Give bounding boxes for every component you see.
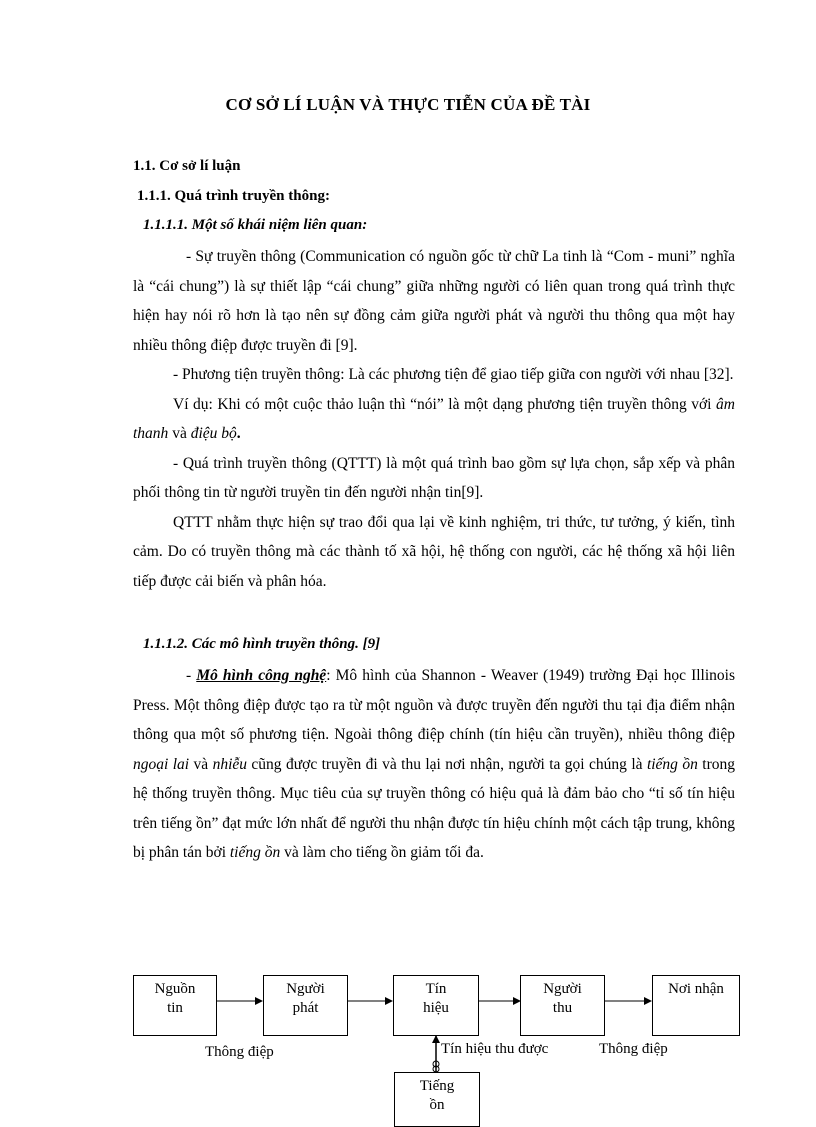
label-message-left: Thông điệp (205, 1044, 274, 1060)
box-sender-line1: Người (286, 981, 325, 997)
heading-1-1-1: 1.1.1. Quá trình truyền thông: (137, 188, 330, 204)
heading-1-1: 1.1. Cơ sở lí luận (133, 158, 241, 174)
paragraph-tech-model (133, 661, 735, 868)
term-noise-2: tiếng ồn (229, 844, 281, 861)
box-destination-label: Nơi nhận (668, 981, 724, 997)
label-received-signal: Tín hiệu thu được (441, 1041, 549, 1057)
box-receiver-line1: Người (543, 981, 582, 997)
heading-1-1-1-1: 1.1.1.1. Một số khái niệm liên quan: (143, 217, 368, 233)
box-sender (263, 975, 348, 1036)
term-noise-1: tiếng ồn (646, 755, 698, 773)
term-foreign: ngoại lai (133, 755, 190, 773)
example-sound: âm thanh (133, 395, 735, 442)
box-signal-line1: Tín (425, 981, 447, 997)
tech-model-text-b: và (189, 755, 213, 773)
tech-model-text-a: : Mô hình của Shannon - Weaver (1949) trường Đại học Illinois Press. Một thông điệp được tạo ra từ một nguồn và được truyền đến người thu tại địa điểm nhận thông qua một số phương tiện. Ngoài thông điệp chính (tín hiệu cần truyền), nhiều thông điệp (133, 667, 735, 743)
tech-model-text-d: trong hệ thống truyền thông. Mục tiêu của sự truyền thông có hiệu quả là đảm bảo cho “tỉ số tín hiệu trên tiếng ồn” đạt mức lớn nhất để người thu nhận được tín hiệu chính một cách tập trung, không bị phân tán bởi (133, 755, 735, 861)
example-text: Ví dụ: Khi có một cuộc thảo luận thì “nói” là một dạng phương tiện truyền thông với (173, 395, 717, 413)
box-source-line2: tin (167, 1000, 183, 1016)
term-interference: nhiễu (212, 755, 247, 773)
shannon-weaver-diagram (0, 960, 816, 1123)
paragraph-media: - Phương tiện truyền thông: Là các phương tiện để giao tiếp giữa con người với nhau [32]. (173, 366, 734, 383)
box-signal (393, 975, 479, 1036)
paragraph-communication: - Sự truyền thông (Communication có nguồn gốc từ chữ La tinh là “Com - muni” nghĩa là “cái chung”) là sự thiết lập “cái chung” giữa những người có liên quan trong quá trình thực hiện hay nói rõ hơn là tạo nên sự đồng cảm giữa người phát và người thu thông qua một hay nhiều thông điệp được truyền đi [9]. (133, 248, 735, 354)
box-noise-line1: Tiếng (419, 1078, 455, 1094)
example-gesture: điệu bộ (190, 425, 237, 442)
box-noise (394, 1072, 480, 1127)
tech-model-dash: - (186, 667, 197, 684)
box-destination (652, 975, 740, 1036)
box-sender-line2: phát (292, 1000, 319, 1016)
paragraph-qttt: QTTT nhằm thực hiện sự trao đổi qua lại về kinh nghiệm, tri thức, tư tưởng, ý kiến, tình cảm. Do có truyền thông mà các thành tố xã hội, hệ thống con người, các hệ thống xã hội liên tiếp được cải biến và phân hóa. (133, 513, 735, 590)
box-receiver (520, 975, 605, 1036)
box-source-line1: Nguồn (154, 981, 196, 997)
box-signal-line2: hiệu (423, 1000, 449, 1016)
box-noise-line2: ồn (429, 1097, 445, 1113)
example-period: . (236, 425, 241, 442)
box-source (133, 975, 217, 1036)
section-concepts (133, 242, 735, 596)
box-receiver-line2: thu (552, 1000, 573, 1016)
tech-model-text-c: cũng được truyền đi và thu lại nơi nhận, người ta gọi chúng là (247, 755, 647, 773)
paragraph-process: - Quá trình truyền thông (QTTT) là một quá trình bao gồm sự lựa chọn, sắp xếp và phân phối thông tin từ người truyền tin đến người nhận tin[9]. (133, 454, 735, 501)
label-message-right: Thông điệp (599, 1041, 668, 1057)
heading-1-1-1-2: 1.1.1.2. Các mô hình truyền thông. [9] (143, 636, 381, 652)
paragraph-example (133, 390, 735, 449)
example-and: và (168, 425, 191, 442)
section-models (133, 661, 735, 868)
page-title: CƠ SỞ LÍ LUẬN VÀ THỰC TIỄN CỦA ĐỀ TÀI (225, 95, 591, 114)
tech-model-term: Mô hình công nghệ (196, 667, 327, 684)
tech-model-text-e: và làm cho tiếng ồn giảm tối đa. (280, 844, 484, 861)
